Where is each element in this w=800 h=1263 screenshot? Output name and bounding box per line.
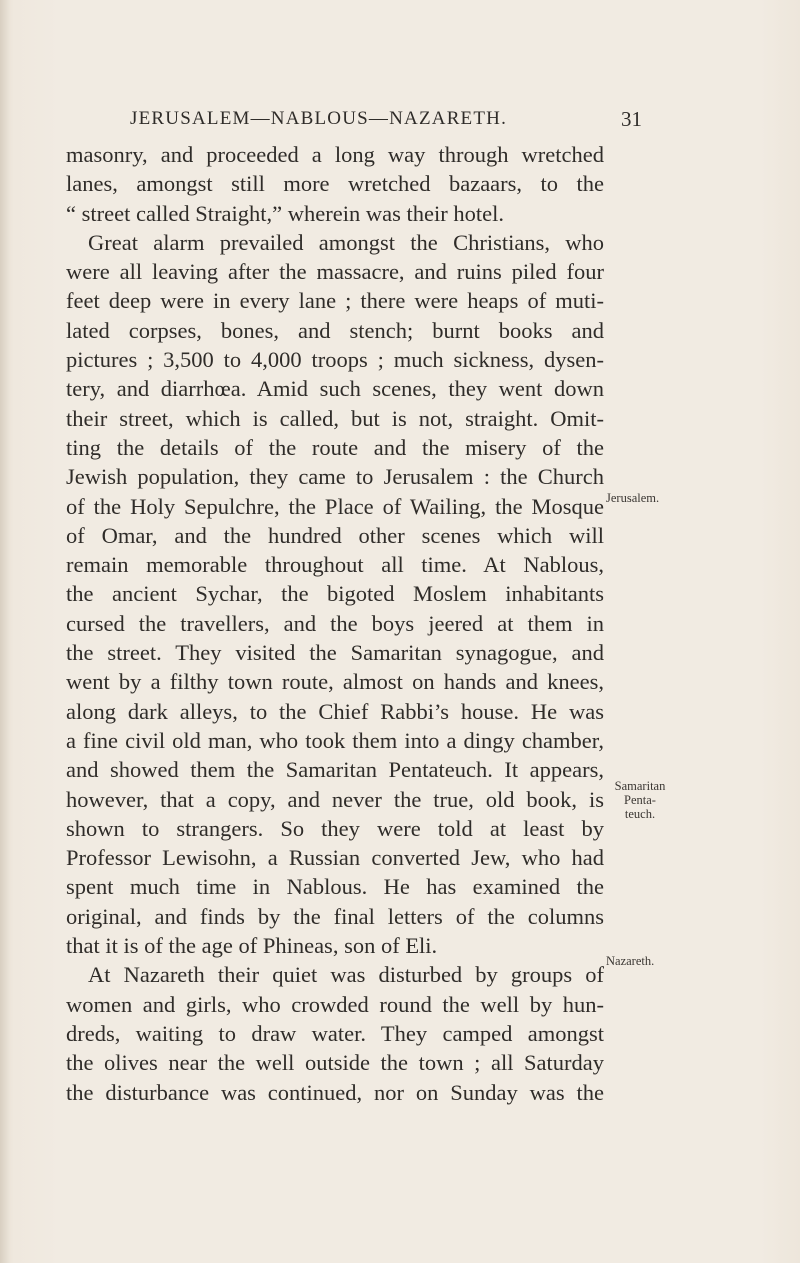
text-line: original, and finds by the final letters of the columns — [66, 903, 604, 929]
binding-edge — [0, 0, 10, 1263]
text-line: along dark alleys, to the Chief Rabbi’s house. He was — [66, 698, 604, 724]
text-line: “ street called Straight,” wherein was their hotel. — [66, 200, 504, 226]
text-line: of Omar, and the hundred other scenes which will — [66, 522, 604, 548]
marginal-note-pentateuch-1: Penta- — [624, 793, 656, 807]
text-line: dreds, waiting to draw water. They camped amongst — [66, 1020, 604, 1046]
text-line: their street, which is called, but is not, straight. Omit- — [66, 405, 604, 431]
text-line: shown to strangers. So they were told at least by — [66, 815, 604, 841]
marginal-note-pentateuch-2: teuch. — [624, 807, 656, 821]
text-line: and showed them the Samaritan Pentateuch. It appears, — [66, 757, 604, 783]
text-line: At Nazareth their quiet was disturbed by groups of — [88, 962, 604, 988]
text-line: however, that a copy, and never the true, old book, is — [66, 786, 604, 812]
text-line: lanes, amongst still more wretched bazaars, to the — [66, 171, 604, 197]
text-line: feet deep were in every lane ; there were heaps of muti- — [66, 288, 604, 314]
running-head — [60, 108, 642, 136]
text-line: women and girls, who crowded round the well by hun- — [66, 991, 604, 1017]
text-line: Jewish population, they came to Jerusalem : the Church — [66, 464, 604, 490]
text-line: pictures ; 3,500 to 4,000 troops ; much sickness, dysen- — [66, 347, 604, 373]
text-line: cursed the travellers, and the boys jeered at them in — [66, 610, 604, 636]
marginal-note-nazareth: Nazareth. — [606, 954, 655, 968]
text-line: remain memorable throughout all time. At Nablous, — [66, 552, 604, 578]
text-line: were all leaving after the massacre, and ruins piled four — [66, 259, 604, 285]
text-line: ting the details of the route and the misery of the — [66, 434, 604, 460]
text-line: masonry, and proceeded a long way through wretched — [66, 142, 604, 167]
body-text — [66, 140, 604, 1107]
marginal-note-samaritan: Samaritan — [614, 779, 666, 793]
text-line: the street. They visited the Samaritan synagogue, and — [66, 640, 604, 666]
text-line: a fine civil old man, who took them into a dingy chamber, — [66, 727, 604, 753]
marginal-note-jerusalem: Jerusalem. — [606, 491, 660, 505]
text-line: Professor Lewisohn, a Russian converted Jew, who had — [66, 845, 604, 871]
running-title: JERUSALEM—NABLOUS—NAZARETH. — [130, 108, 508, 129]
text-line: lated corpses, bones, and stench; burnt books and — [66, 317, 604, 343]
text-line: the disturbance was continued, nor on Sunday was the — [66, 1079, 604, 1105]
text-line: of the Holy Sepulchre, the Place of Wailing, the Mosque — [66, 493, 604, 519]
text-line: tery, and diarrhœa. Amid such scenes, they went down — [66, 376, 604, 402]
text-line: that it is of the age of Phineas, son of Eli. — [66, 933, 438, 959]
page-number: 31 — [621, 107, 642, 131]
text-line: spent much time in Nablous. He has examined the — [66, 874, 604, 900]
text-line: the ancient Sychar, the bigoted Moslem inhabitants — [66, 581, 604, 607]
text-line: Great alarm prevailed amongst the Christians, who — [88, 229, 604, 255]
text-line: the olives near the well outside the town ; all Saturday — [66, 1050, 604, 1076]
text-line: went by a filthy town route, almost on hands and knees, — [66, 669, 604, 695]
